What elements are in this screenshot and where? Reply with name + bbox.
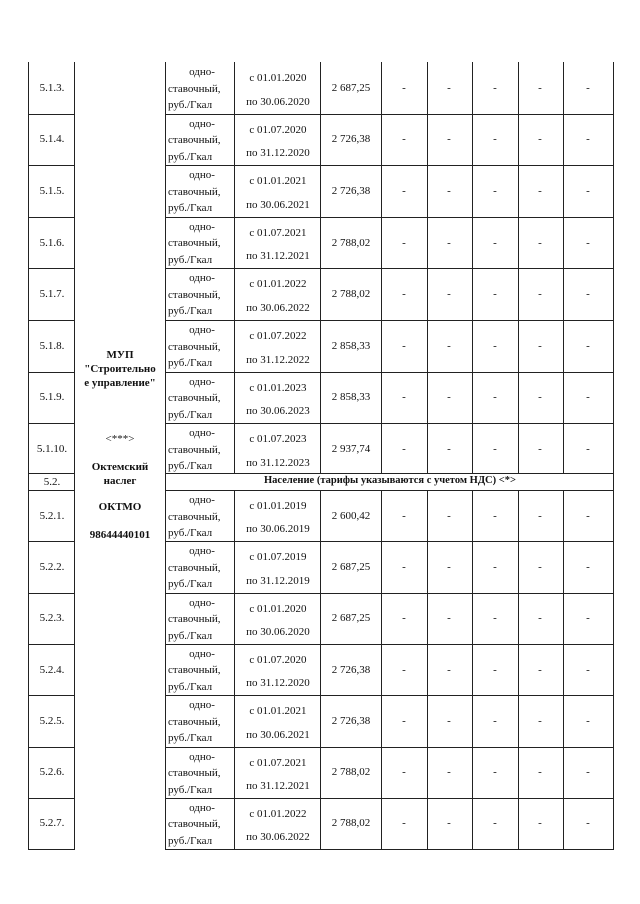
table-gridline (28, 644, 75, 645)
table-gridline (28, 165, 75, 166)
empty-cell-dash: - (402, 339, 406, 352)
tariff-type (168, 749, 236, 799)
tariff-type-line: одно- (189, 66, 215, 78)
period-from: с 01.07.2023 (249, 433, 307, 446)
tariff-type-line: ставочный, (168, 443, 221, 456)
tariff-type-line: ставочный, (168, 613, 221, 626)
empty-cell-dash: - (402, 612, 406, 625)
empty-cell-dash: - (586, 81, 590, 94)
tariff-type-line: ставочный, (168, 510, 221, 523)
period-to: по 30.06.2020 (246, 95, 310, 108)
section-number: 5.2. (43, 476, 61, 488)
tariff-type-line: одно- (189, 801, 215, 814)
tariff-type-line: ставочный, (168, 392, 221, 405)
tariff-type-line: одно- (189, 596, 215, 609)
empty-cell-dash: - (538, 714, 542, 727)
table-gridline (165, 490, 166, 849)
empty-cell-dash: - (586, 391, 590, 404)
empty-cell-dash: - (402, 560, 406, 573)
tariff-type-line: руб./Гкал (168, 527, 213, 539)
period-from: с 01.07.2019 (249, 551, 307, 564)
empty-cell-dash: - (586, 236, 590, 249)
table-gridline (613, 490, 614, 849)
period-from: с 01.07.2020 (249, 123, 307, 136)
empty-cell-dash: - (493, 133, 497, 146)
table-gridline (165, 372, 614, 373)
table-gridline (28, 541, 75, 542)
empty-cell-dash: - (402, 817, 406, 830)
table-gridline (28, 849, 75, 850)
empty-cell-dash: - (493, 236, 497, 249)
table-gridline (165, 423, 614, 424)
tariff-value: 2 600,42 (331, 509, 371, 522)
period-from: с 01.07.2022 (249, 330, 307, 342)
empty-cell-dash: - (402, 236, 406, 249)
period-from: с 01.07.2021 (249, 226, 307, 239)
period-from: с 01.07.2020 (249, 653, 307, 666)
empty-cell-dash: - (538, 766, 542, 779)
tariff-type (168, 646, 236, 696)
empty-cell-dash: - (538, 817, 542, 830)
tariff-type-line: руб./Гкал (168, 629, 213, 642)
oktmo-label: ОКТМО (98, 501, 142, 513)
empty-cell-dash: - (447, 766, 451, 779)
tariff-type-line: одно- (189, 272, 215, 285)
tariff-type-line: ставочный, (168, 715, 221, 728)
empty-cell-dash: - (447, 81, 451, 94)
empty-cell-dash: - (447, 509, 451, 522)
empty-cell-dash: - (586, 509, 590, 522)
tariff-type-line: руб./Гкал (168, 357, 213, 369)
empty-cell-dash: - (538, 236, 542, 249)
table-gridline (165, 644, 614, 645)
tariff-type (168, 374, 236, 424)
period-to: по 30.06.2023 (246, 405, 310, 418)
period-from: с 01.01.2023 (249, 381, 307, 394)
period-to: по 30.06.2021 (246, 728, 310, 741)
tariff-value: 2 858,33 (331, 391, 371, 404)
empty-cell-dash: - (402, 443, 406, 455)
section-title: Население (тарифы указываются с учетом НДС) <*> (264, 475, 516, 486)
empty-cell-dash: - (402, 288, 406, 301)
period-to: по 30.06.2022 (246, 302, 310, 314)
tariff-type (168, 219, 236, 269)
table-gridline (165, 114, 614, 115)
tariff-value: 2 726,38 (331, 714, 371, 727)
table-gridline (28, 217, 75, 218)
tariff-type-line: руб./Гкал (168, 150, 213, 163)
tariff-type (168, 595, 236, 645)
empty-cell-dash: - (538, 663, 542, 676)
row-number: 5.1.9. (39, 391, 65, 404)
row-number: 5.2.7. (39, 817, 65, 830)
row-number: 5.1.3. (39, 81, 65, 94)
empty-cell-dash: - (493, 391, 497, 404)
org-mark: <***> (105, 433, 135, 445)
period-to: по 30.06.2021 (246, 198, 310, 211)
tariff-type-line: руб./Гкал (168, 253, 213, 266)
table-gridline (28, 114, 75, 115)
tariff-type-line: одно- (189, 169, 215, 182)
period-to: по 31.12.2020 (246, 677, 310, 690)
tariff-type-line: руб./Гкал (168, 783, 213, 796)
empty-cell-dash: - (538, 81, 542, 94)
period-from: с 01.01.2020 (249, 602, 307, 615)
empty-cell-dash: - (447, 391, 451, 404)
empty-cell-dash: - (586, 288, 590, 301)
empty-cell-dash: - (447, 663, 451, 676)
empty-cell-dash: - (586, 185, 590, 197)
empty-cell-dash: - (586, 714, 590, 727)
period-from: с 01.07.2021 (249, 756, 307, 769)
tariff-type-line: ставочный, (168, 340, 221, 353)
tariff-type-line: ставочный, (168, 185, 221, 198)
tariff-type (168, 800, 236, 850)
empty-cell-dash: - (447, 288, 451, 301)
row-number: 5.1.7. (39, 288, 65, 301)
empty-cell-dash: - (402, 766, 406, 779)
row-number: 5.2.3. (39, 612, 65, 625)
empty-cell-dash: - (402, 714, 406, 727)
table-gridline (165, 849, 614, 850)
tariff-type-line: ставочный, (168, 82, 221, 95)
tariff-type-line: ставочный, (168, 288, 221, 301)
tariff-type-line: ставочный, (168, 237, 221, 250)
empty-cell-dash: - (586, 339, 590, 352)
table-gridline (165, 217, 614, 218)
table-gridline (165, 490, 614, 491)
empty-cell-dash: - (586, 443, 590, 455)
empty-cell-dash: - (493, 288, 497, 301)
empty-cell-dash: - (493, 560, 497, 573)
table-gridline (472, 490, 473, 849)
empty-cell-dash: - (402, 391, 406, 404)
tariff-value: 2 726,38 (331, 133, 371, 146)
tariff-type-line: руб./Гкал (168, 460, 213, 473)
tariff-type-line: ставочный, (168, 561, 221, 574)
table-gridline (613, 473, 614, 490)
empty-cell-dash: - (493, 81, 497, 94)
empty-cell-dash: - (493, 185, 497, 197)
tariff-type-line: ставочный, (168, 767, 221, 779)
table-gridline (234, 490, 235, 849)
empty-cell-dash: - (402, 509, 406, 522)
empty-cell-dash: - (538, 339, 542, 352)
table-gridline (518, 490, 519, 849)
tariff-type-line: одно- (189, 375, 215, 388)
table-gridline (28, 320, 75, 321)
period-to: по 31.12.2019 (246, 574, 310, 587)
period-from: с 01.01.2019 (249, 500, 307, 512)
period-to: по 30.06.2020 (246, 625, 310, 638)
empty-cell-dash: - (447, 339, 451, 352)
tariff-type-line: одно- (189, 647, 215, 660)
empty-cell-dash: - (538, 133, 542, 146)
empty-cell-dash: - (402, 133, 406, 146)
row-number: 5.2.4. (39, 663, 65, 676)
table-gridline (28, 62, 29, 849)
table-gridline (28, 473, 75, 474)
empty-cell-dash: - (447, 133, 451, 146)
tariff-type-line: руб./Гкал (168, 202, 213, 215)
empty-cell-dash: - (586, 766, 590, 779)
table-gridline (28, 423, 75, 424)
tariff-value: 2 788,02 (331, 766, 371, 779)
tariff-value: 2 687,25 (331, 81, 371, 94)
table-gridline (165, 473, 614, 474)
table-gridline (165, 473, 166, 490)
table-gridline (165, 165, 614, 166)
table-gridline (165, 695, 614, 696)
org-name-line: е управление" (84, 377, 156, 389)
empty-cell-dash: - (538, 443, 542, 455)
empty-cell-dash: - (493, 714, 497, 727)
tariff-type-line: руб./Гкал (168, 305, 213, 318)
tariff-type-line: ставочный, (168, 818, 221, 831)
empty-cell-dash: - (493, 509, 497, 522)
period-from: с 01.01.2021 (249, 705, 307, 718)
table-gridline (320, 490, 321, 849)
org-location-line: наслег (103, 475, 137, 487)
tariff-type-line: ставочный, (168, 134, 221, 147)
empty-cell-dash: - (538, 612, 542, 625)
row-number: 5.2.1. (39, 509, 65, 522)
tariff-value: 2 788,02 (331, 288, 371, 301)
org-name-line: "Строительно (84, 363, 156, 375)
table-gridline (165, 798, 614, 799)
empty-cell-dash: - (586, 133, 590, 146)
row-number: 5.2.5. (39, 714, 65, 727)
tariff-type-line: руб./Гкал (168, 680, 213, 693)
row-number: 5.1.8. (39, 339, 65, 352)
table-gridline (28, 747, 75, 748)
period-to: по 31.12.2022 (246, 353, 310, 366)
tariff-value: 2 788,02 (331, 817, 371, 830)
empty-cell-dash: - (493, 339, 497, 352)
period-from: с 01.01.2022 (249, 807, 307, 820)
tariff-type-line: одно- (189, 750, 215, 763)
tariff-type-line: одно- (189, 427, 215, 440)
tariff-type (168, 425, 236, 475)
table-gridline (74, 62, 75, 849)
empty-cell-dash: - (447, 185, 451, 197)
table-gridline (28, 593, 75, 594)
period-from: с 01.01.2021 (249, 175, 307, 188)
tariff-value: 2 726,38 (331, 185, 371, 197)
tariff-type-line: руб./Гкал (168, 578, 213, 591)
table-gridline (381, 490, 382, 849)
empty-cell-dash: - (402, 663, 406, 676)
tariff-type-line: руб./Гкал (168, 99, 213, 111)
empty-cell-dash: - (402, 185, 406, 197)
table-gridline (427, 490, 428, 849)
table-gridline (165, 320, 614, 321)
tariff-value: 2 858,33 (331, 339, 371, 352)
tariff-type-line: одно- (189, 220, 215, 233)
empty-cell-dash: - (402, 81, 406, 94)
empty-cell-dash: - (447, 560, 451, 573)
tariff-type-line: руб./Гкал (168, 834, 213, 847)
empty-cell-dash: - (493, 766, 497, 779)
table-gridline (28, 268, 75, 269)
row-number: 5.1.4. (39, 133, 65, 146)
row-number: 5.1.6. (39, 236, 65, 249)
tariff-type (168, 167, 236, 217)
tariff-type (168, 116, 236, 166)
empty-cell-dash: - (447, 817, 451, 830)
period-to: по 30.06.2022 (246, 831, 310, 844)
period-to: по 31.12.2021 (246, 250, 310, 263)
tariff-type (168, 270, 236, 320)
empty-cell-dash: - (586, 560, 590, 573)
tariff-type (168, 543, 236, 593)
row-number: 5.1.5. (39, 185, 65, 197)
empty-cell-dash: - (493, 443, 497, 455)
tariff-type (168, 64, 236, 114)
period-to: по 30.06.2019 (246, 523, 310, 536)
tariff-type (168, 322, 236, 372)
tariff-type-line: ставочный, (168, 664, 221, 677)
tariff-type (168, 697, 236, 747)
table-gridline (563, 490, 564, 849)
tariff-type-line: одно- (189, 699, 215, 712)
org-name-line: МУП (106, 349, 134, 361)
empty-cell-dash: - (538, 391, 542, 404)
oktmo-code: 98644440101 (89, 529, 151, 541)
period-from: с 01.01.2022 (249, 278, 307, 291)
tariff-value: 2 687,25 (331, 560, 371, 573)
org-location-line: Октемский (91, 461, 149, 473)
empty-cell-dash: - (538, 185, 542, 197)
tariff-type-line: одно- (189, 117, 215, 130)
period-from: с 01.01.2020 (249, 72, 307, 84)
tariff-value: 2 687,25 (331, 612, 371, 625)
empty-cell-dash: - (447, 236, 451, 249)
empty-cell-dash: - (538, 288, 542, 301)
empty-cell-dash: - (538, 560, 542, 573)
period-to: по 31.12.2021 (246, 779, 310, 792)
empty-cell-dash: - (447, 612, 451, 625)
row-number: 5.2.6. (39, 766, 65, 779)
tariff-type-line: одно- (189, 324, 215, 336)
table-gridline (28, 490, 75, 491)
table-gridline (165, 593, 614, 594)
period-to: по 31.12.2020 (246, 147, 310, 160)
tariff-type-line: руб./Гкал (168, 408, 213, 421)
org-name (76, 348, 164, 390)
table-gridline (165, 747, 614, 748)
empty-cell-dash: - (538, 509, 542, 522)
empty-cell-dash: - (586, 612, 590, 625)
period-to: по 31.12.2023 (246, 456, 310, 469)
tariff-value: 2 726,38 (331, 663, 371, 676)
table-gridline (28, 695, 75, 696)
row-number: 5.2.2. (39, 560, 65, 573)
empty-cell-dash: - (586, 817, 590, 830)
org-location (76, 460, 164, 488)
tariff-type-line: одно- (189, 494, 215, 506)
tariff-value: 2 937,74 (331, 443, 371, 455)
table-gridline (165, 268, 614, 269)
empty-cell-dash: - (493, 612, 497, 625)
tariff-type-line: одно- (189, 545, 215, 558)
table-gridline (28, 798, 75, 799)
empty-cell-dash: - (447, 443, 451, 455)
empty-cell-dash: - (493, 817, 497, 830)
table-gridline (28, 372, 75, 373)
tariff-type (168, 492, 236, 542)
table-gridline (165, 541, 614, 542)
empty-cell-dash: - (586, 663, 590, 676)
row-number: 5.1.10. (36, 443, 68, 455)
tariff-value: 2 788,02 (331, 236, 371, 249)
tariff-type-line: руб./Гкал (168, 732, 213, 745)
empty-cell-dash: - (493, 663, 497, 676)
empty-cell-dash: - (447, 714, 451, 727)
